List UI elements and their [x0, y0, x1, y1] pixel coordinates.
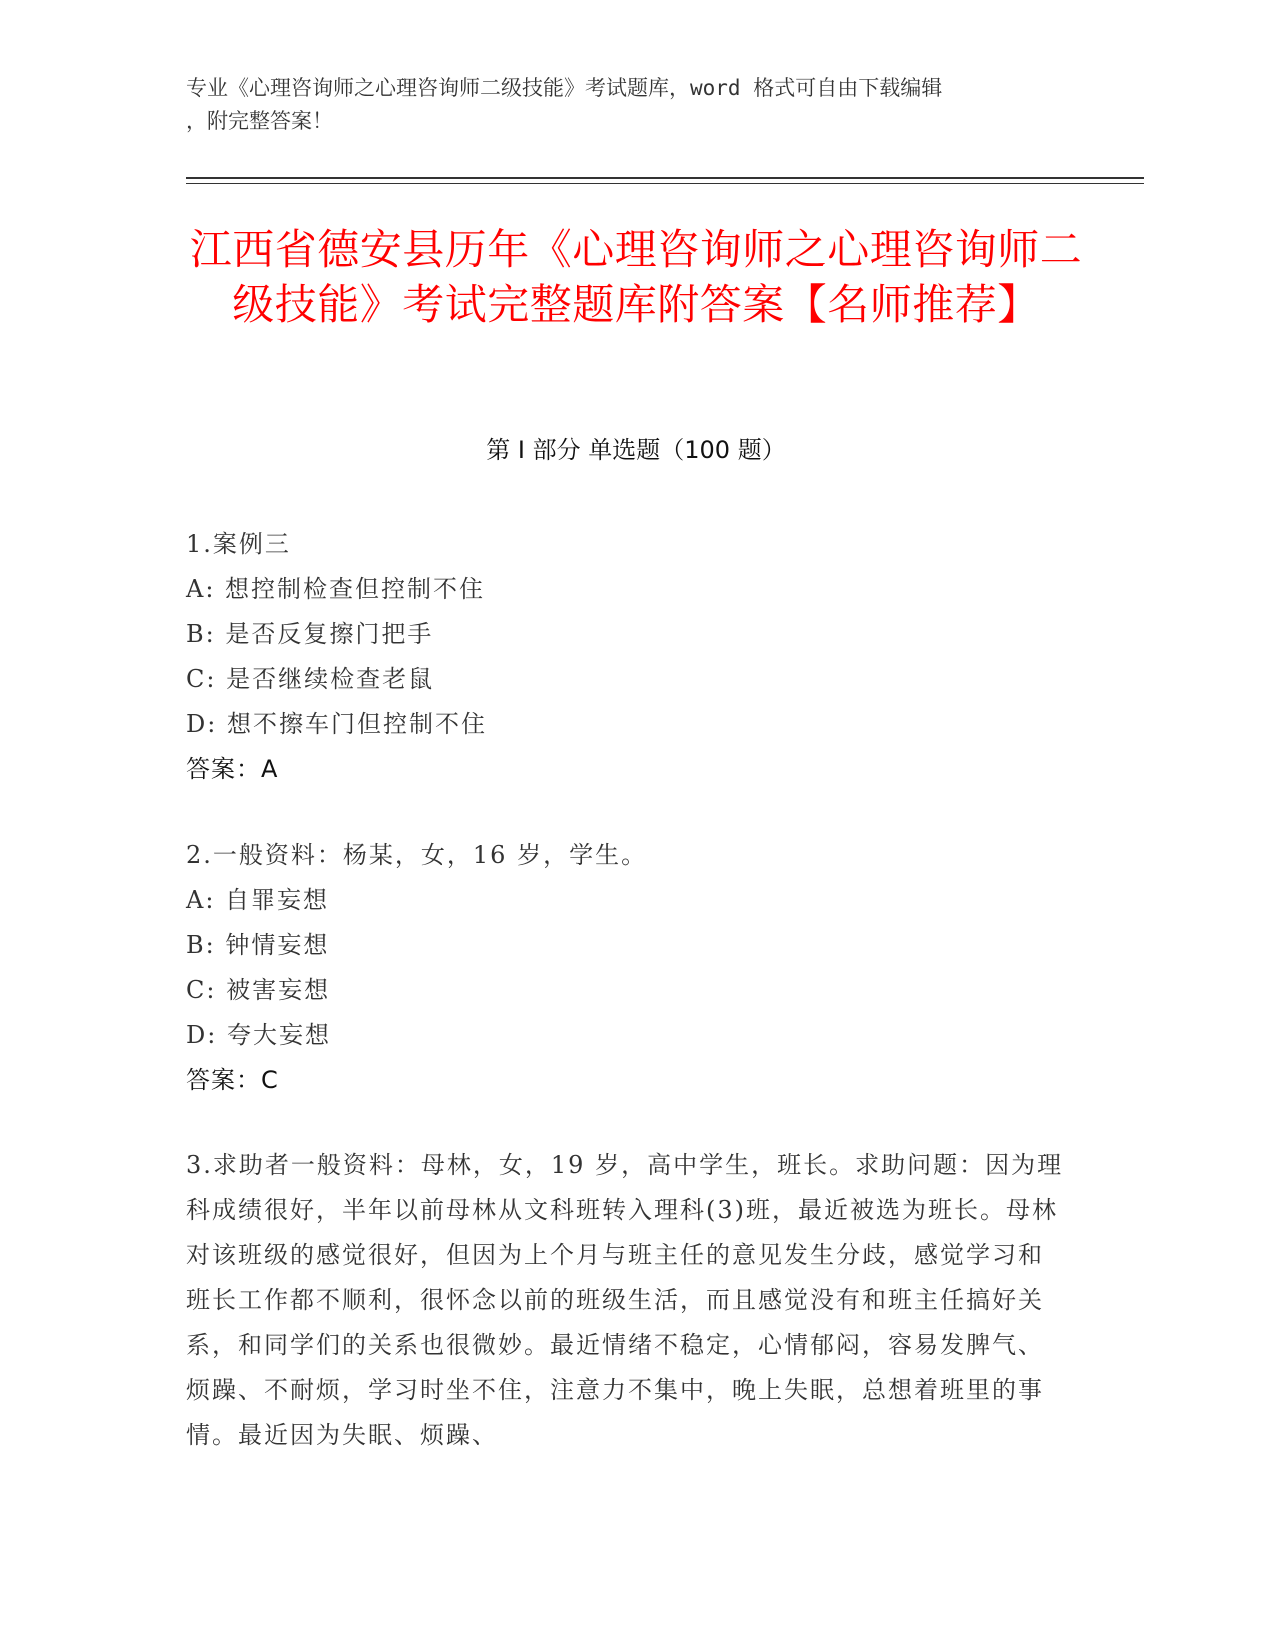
option-d: D: 想不擦车门但控制不住 — [186, 710, 487, 738]
question-stem: 1.案例三 — [186, 530, 291, 558]
question-block — [186, 833, 1066, 1103]
header-divider-thin — [186, 183, 1144, 184]
question-block — [186, 1143, 1066, 1458]
header-divider-thick — [186, 177, 1144, 179]
option-a: A: 自罪妄想 — [186, 886, 330, 914]
question-stem: 2.一般资料：杨某，女，16 岁，学生。 — [186, 841, 648, 869]
option-d: D: 夸大妄想 — [186, 1021, 331, 1049]
section-heading: 第 I 部分 单选题（100 题） — [486, 436, 786, 464]
option-a: A: 想控制检查但控制不住 — [186, 575, 486, 603]
option-c: C: 是否继续检查老鼠 — [186, 665, 435, 693]
option-b: B: 是否反复擦门把手 — [186, 620, 434, 648]
option-c: C: 被害妄想 — [186, 976, 331, 1004]
answer-line: 答案：A — [186, 755, 279, 783]
document-title: 江西省德安县历年《心理咨询师之心理咨询师二级技能》考试完整题库附答案【名师推荐】 — [189, 225, 1083, 329]
answer-line: 答案：C — [186, 1066, 279, 1094]
header-note: 专业《心理咨询师之心理咨询师二级技能》考试题库，word 格式可自由下载编辑 ，附完整答案！ — [186, 76, 943, 133]
question-block — [186, 522, 1066, 792]
option-b: B: 钟情妄想 — [186, 931, 330, 959]
question-stem: 3.求助者一般资料：母林，女，19 岁，高中学生，班长。求助问题：因为理科成绩很好，半年以前母林从文科班转入理科(3)班，最近被选为班长。母林对该班级的感觉很好，但因为上个月与班主任的意见发生分歧，感觉学习和班长工作都不顺利，很怀念以前的班级生活，而且感觉没有和班主任搞好关系，和同学们的关系也很微妙。最近情绪不稳定，心情郁闷，容易发脾气、烦躁、不耐烦，学习时坐不住，注意力不集中，晚上失眠，总想着班里的事情。最近因为失眠、烦躁、 — [186, 1151, 1064, 1449]
